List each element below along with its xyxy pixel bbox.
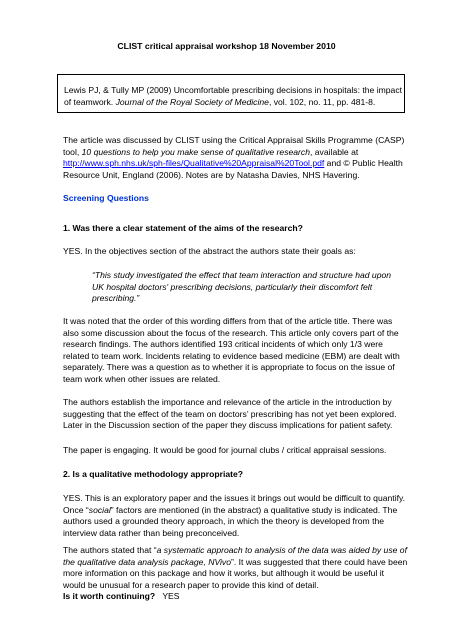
q1-heading: 1. Was there a clear statement of the aims of the research?: [63, 223, 303, 233]
intro-paragraph: [63, 135, 408, 181]
screening-heading: Screening Questions: [63, 193, 149, 203]
q1-paragraph: It was noted that the order of this wording differs from that of the article title. There was also some discussion about the focus of the research. This article only covers part of the research findings. The authors identified 193 critical incidents of which only 1/3 were related to team work. Incidents relating to evidence based medicine (EBM) are dealt with separately. There was a question as to whether it is appropriate to focus on the issue of team work when other issues are related.: [63, 316, 400, 384]
q2-paragraph: [63, 545, 408, 603]
q2-text: The authors stated that “: [63, 545, 157, 555]
q2-text: ” factors are mentioned (in the abstract) a qualitative study is indicated. The authors used a grounded theory approach, in which the theory is developed from the interview data rather than being preconceived.: [63, 504, 398, 538]
intro-text: , available at: [310, 146, 359, 157]
q1-paragraph: The paper is engaging. It would be good for journal clubs / critical appraisal sessions.: [63, 445, 387, 455]
intro-text: The article was discussed by CLIST using the Critical Appraisal Skills Programme (CASP) tool,: [63, 135, 405, 157]
q1-answer: YES. In the objectives section of the abstract the authors state their goals as:: [63, 246, 356, 256]
continuing-label: Is it worth continuing?: [63, 591, 156, 602]
q1-quote: “This study investigated the effect that team interaction and structure had upon UK hospital doctors' prescribing decisions, particularly their discomfort felt prescribing.”: [92, 270, 392, 304]
citation-authors: Lewis PJ, & Tully MP (2009) Uncomfortable prescribing decisions in hospitals: the impact of teamwork.: [64, 85, 403, 107]
q2-emphasis: social: [88, 504, 111, 515]
casp-tool-title: 10 questions to help you make sense of qualitative research: [81, 146, 310, 157]
page-title: CLIST critical appraisal workshop 18 November 2010: [117, 41, 336, 51]
q2-text: YES. This is an exploratory paper and the issues it brings out would be difficult to quantify. Once “: [63, 493, 406, 515]
q2-heading: 2. Is a qualitative methodology appropriate?: [63, 469, 244, 479]
casp-tool-link[interactable]: http://www.sph.nhs.uk/sph-files/Qualitative%20Appraisal%20Tool.pdf: [63, 158, 325, 169]
citation-details: , vol. 102, no. 11, pp. 481-8.: [268, 96, 376, 107]
q1-paragraph: The authors establish the importance and relevance of the article in the introduction by suggesting that the effect of the team on doctors’ prescribing has not yet been explored. Later in the Discussion section of the paper they discuss implications for patient safety.: [63, 397, 397, 431]
continuing-answer: YES: [162, 591, 180, 602]
intro-text: and © Public Health Resource Unit, England (2006). Notes are by Natasha Davies, NHS Havering.: [63, 158, 403, 180]
citation-journal: Journal of the Royal Society of Medicine: [115, 96, 269, 107]
q2-paragraph: [63, 493, 408, 539]
citation-box: [57, 74, 405, 113]
q2-text: ”. It was suggested that there could have been more information on this package and how it works, but although it would be useful it would be unusual for a research paper to provide this kind of detail.: [63, 556, 408, 590]
q2-quote: a systematic approach to analysis of the data was aided by use of the qualitative data analysis package, NVivo: [63, 545, 407, 567]
